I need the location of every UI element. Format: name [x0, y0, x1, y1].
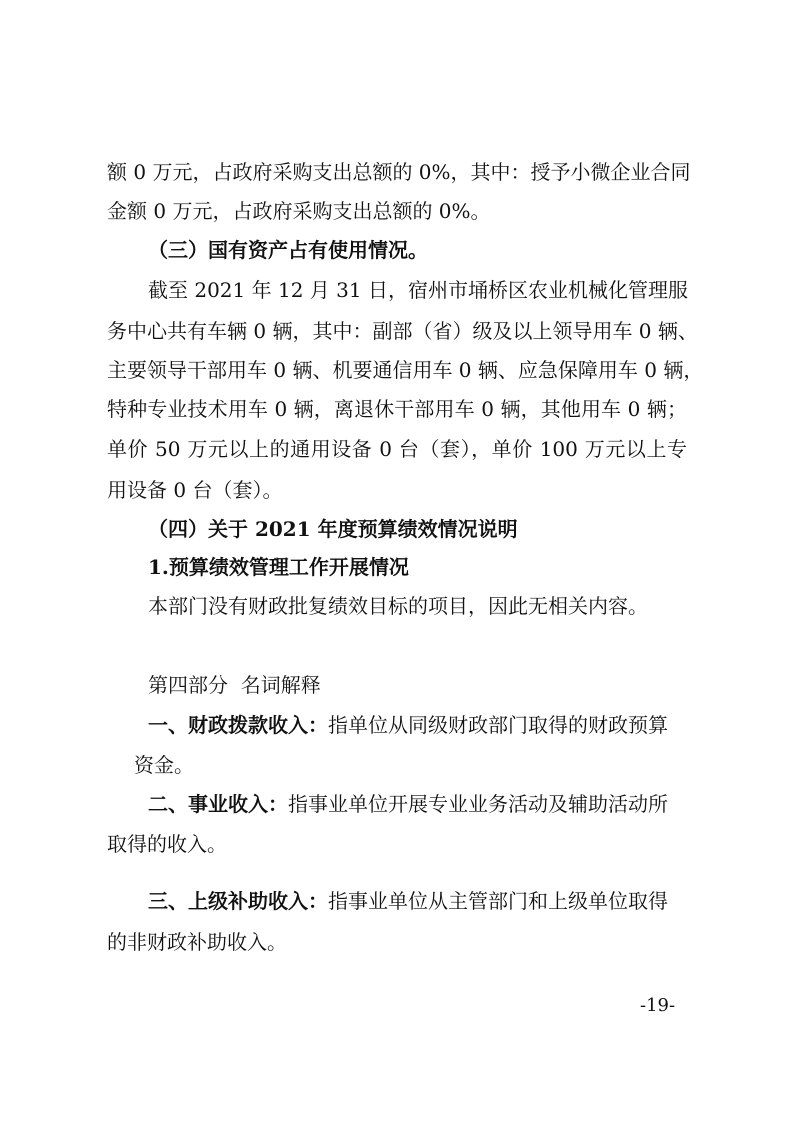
- section-heading: （三）国有资产占有使用情况。: [148, 238, 428, 262]
- body-text-line: 单价 50 万元以上的通用设备 0 台（套），单价 100 万元以上专: [107, 437, 687, 461]
- body-text-line: 的非财政补助收入。: [107, 930, 287, 954]
- definition-text: 指单位从同级财政部门取得的财政预算: [328, 713, 668, 737]
- body-text-line: 资金。: [134, 753, 194, 777]
- body-text-line: 本部门没有财政批复绩效目标的项目，因此无相关内容。: [148, 594, 648, 618]
- definition-term: 一、财政拨款收入：: [148, 713, 328, 737]
- body-text-line: 额 0 万元，占政府采购支出总额的 0%，其中：授予小微企业合同: [107, 160, 691, 184]
- body-text-line: 用设备 0 台（套）。: [107, 478, 283, 502]
- definition-line: [148, 887, 668, 915]
- section-heading: （四）关于 2021 年度预算绩效情况说明: [148, 517, 518, 541]
- body-text-line: 务中心共有车辆 0 辆，其中：副部（省）级及以上领导用车 0 辆、: [107, 319, 698, 343]
- page-number: -19-: [640, 995, 676, 1016]
- subsection-heading: 1.预算绩效管理工作开展情况: [148, 555, 409, 579]
- definition-term: 三、上级补助收入：: [148, 889, 328, 913]
- body-text-line: 金额 0 万元，占政府采购支出总额的 0%。: [107, 199, 491, 223]
- definition-term: 二、事业收入：: [148, 792, 288, 816]
- definition-text: 指事业单位从主管部门和上级单位取得: [328, 889, 668, 913]
- definition-line: [148, 790, 668, 818]
- definition-text: 指事业单位开展专业业务活动及辅助活动所: [288, 792, 668, 816]
- body-text-line: 截至 2021 年 12 月 31 日，宿州市埇桥区农业机械化管理服: [148, 278, 688, 302]
- part-heading: 第四部分 名词解释: [148, 673, 321, 697]
- body-text-line: 主要领导干部用车 0 辆、机要通信用车 0 辆、应急保障用车 0 辆，: [107, 358, 704, 382]
- body-text-line: 特种专业技术用车 0 辆，离退休干部用车 0 辆，其他用车 0 辆；: [107, 397, 687, 421]
- definition-line: [148, 711, 668, 739]
- body-text-line: 取得的收入。: [107, 832, 227, 856]
